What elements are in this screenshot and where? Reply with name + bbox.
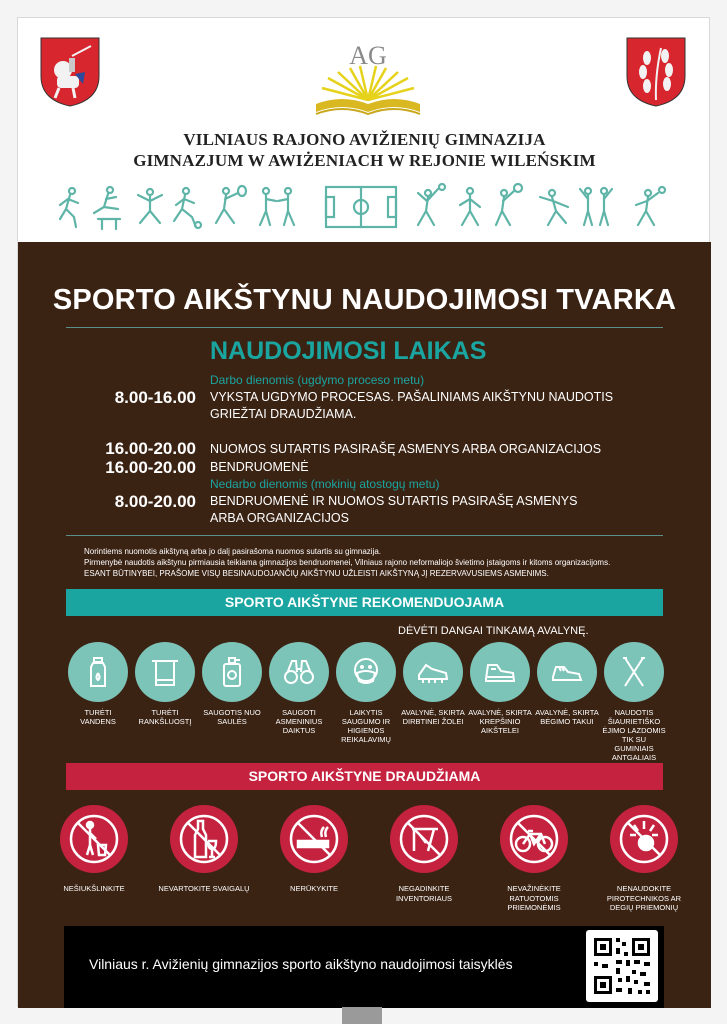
tennis-player-icon <box>216 186 246 223</box>
footwear-note: DĖVĖTI DANGAI TINKAMĄ AVALYNĘ. <box>398 625 589 637</box>
logo-letters: AG <box>349 41 387 70</box>
runner-icon <box>60 188 78 227</box>
schedule-desc: VYKSTA UGDYMO PROCESAS. PAŠALINIAMS AIKŠTYNU NAUDOTIS GRIEŽTAI DRAUDŽIAMA. <box>210 390 614 421</box>
water-bottle-icon <box>81 655 115 689</box>
forbidden-label: NEVARTOKITE SVAIGALŲ <box>158 884 250 893</box>
cheerleaders-icon <box>580 188 612 225</box>
basketball-shoe-icon <box>483 655 517 689</box>
no-smoking-icon <box>288 813 340 865</box>
no-bicycle-icon <box>508 813 560 865</box>
schedule-time: 8.00-20.00 <box>114 492 196 511</box>
gymnast-icon <box>138 189 162 223</box>
forbidden-item <box>266 805 362 894</box>
oat-crest-icon <box>625 36 687 108</box>
recommended-item <box>200 642 264 726</box>
footer-box <box>64 926 664 1008</box>
small-note: Pirmenybė naudotis aikštynu pirmiausia teikiama gimnazijos bendruomenei, Vilniaus rajono neformaliojo švietimo įstaigoms ir kitoms organizacijoms. <box>84 558 611 567</box>
schedule-desc: BENDRUOMENĖ IR NUOMOS SUTARTIS PASIRAŠĘ ASMENYS ARBA ORGANIZACIJOS <box>210 494 578 525</box>
forbidden-label: NERŪKYKITE <box>290 884 338 893</box>
field-icon <box>326 187 396 227</box>
knight-crest-icon <box>39 36 101 108</box>
recommended-item <box>468 642 532 735</box>
sports-pictograms <box>58 183 670 231</box>
forbidden-label: NENAUDOKITE PIROTECHNIKOS AR DEGIŲ PRIEMONIŲ <box>606 884 682 912</box>
schedule-time: 16.00-20.00 <box>105 458 196 477</box>
volleyball-player-icon <box>418 184 445 225</box>
no-vandalism-icon <box>398 813 450 865</box>
forbidden-item <box>376 805 472 903</box>
recommended-label: NAUDOTIS ŠIAURIETIŠKO ĖJIMO LAZDOMIS TIK SU GUMINIAIS ANTGALIAIS <box>602 708 666 762</box>
boxers-icon <box>260 188 294 225</box>
page-tab <box>342 1007 382 1024</box>
sunscreen-icon <box>215 655 249 689</box>
recommended-item <box>133 642 197 726</box>
football-boot-icon <box>416 655 450 689</box>
recommended-item <box>334 642 398 744</box>
forbidden-label: NEŠIUKŠLINKITE <box>63 884 125 893</box>
recommended-item <box>602 642 666 762</box>
hurdler-icon <box>94 187 120 229</box>
running-shoe-icon <box>550 655 584 689</box>
poster <box>17 17 710 1007</box>
recommended-item <box>401 642 465 726</box>
recommended-heading: SPORTO AIKŠTYNE REKOMENDUOJAMA <box>66 589 663 616</box>
small-note: ESANT BŪTINYBEI, PRAŠOME VISŲ BESINAUDOJANČIŲ AIKŠTYNU UŽLEISTI AIKŠTYNĄ JĮ REZERVAVUSIEMS ASMENIMS. <box>84 569 549 578</box>
small-note: Norintiems nuomotis aikštyną arba jo dalį pasirašoma nuomos sutartis su gimnazija. <box>84 547 382 556</box>
school-logo <box>308 38 428 122</box>
schedule-time: 8.00-16.00 <box>114 388 196 407</box>
recommended-label: TURĖTI RANKŠLUOSTĮ <box>138 708 192 726</box>
no-fireworks-icon <box>618 813 670 865</box>
nordic-poles-icon <box>617 655 651 689</box>
recommended-label: SAUGOTIS NUO SAULĖS <box>203 708 261 726</box>
recommended-label: AVALYNĖ, SKIRTA DIRBTINEI ŽOLEI <box>401 708 465 726</box>
soccer-player-icon <box>174 188 201 228</box>
recommended-label: AVALYNĖ, SKIRTA BĖGIMO TAKUI <box>535 708 599 726</box>
forbidden-heading: SPORTO AIKŠTYNE DRAUDŽIAMA <box>66 763 663 790</box>
recommended-item <box>535 642 599 726</box>
recommended-label: TURĖTI VANDENS <box>80 708 116 726</box>
qr-code-icon[interactable] <box>586 930 658 1002</box>
forbidden-label: NEGADINKITE INVENTORIAUS <box>395 884 453 903</box>
weekend-note: Nedarbo dienomis (mokinių atostogų metu) <box>210 477 440 491</box>
divider <box>66 327 663 328</box>
forbidden-label: NEVAŽINĖKITE RATUOTOMIS PRIEMONĖMIS <box>507 884 561 912</box>
rules-panel <box>18 242 711 1008</box>
forbidden-item <box>486 805 582 913</box>
time-heading: NAUDOJIMOSI LAIKAS <box>210 337 487 365</box>
forbidden-item <box>596 805 692 913</box>
workdays-note: Darbo dienomis (ugdymo proceso metu) <box>210 373 425 387</box>
recommended-label: SAUGOTI ASMENINIUS DAIKTUS <box>275 708 323 735</box>
basketball-player-icon <box>496 184 522 225</box>
recommended-label: AVALYNĖ, SKIRTA KREPŠINIO AIKŠTELEI <box>468 708 532 735</box>
schedule-desc: NUOMOS SUTARTIS PASIRAŠĘ ASMENYS ARBA ORGANIZACIJOS <box>210 442 602 456</box>
forbidden-item <box>156 805 252 894</box>
handball-player-icon <box>636 187 665 225</box>
no-littering-icon <box>68 813 120 865</box>
school-name-pl: GIMNAZJUM W AWIŻENIACH W REJONIE WILEŃSKIM <box>133 151 596 170</box>
main-title: SPORTO AIKŠTYNU NAUDOJIMOSI TVARKA <box>52 284 677 316</box>
no-alcohol-icon <box>178 813 230 865</box>
school-name-lt: VILNIAUS RAJONO AVIŽIENIŲ GIMNAZIJA <box>183 130 546 149</box>
towel-icon <box>148 655 182 689</box>
mask-icon <box>349 655 383 689</box>
discus-thrower-icon <box>540 190 568 225</box>
footer-text: Vilniaus r. Avižienių gimnazijos sporto aikštyno naudojimosi taisyklės <box>89 956 513 972</box>
schedule-time: 16.00-20.00 <box>105 439 196 458</box>
recommended-label: LAIKYTIS SAUGUMO IR HIGIENOS REIKALAVIMŲ <box>341 708 391 744</box>
binoculars-icon <box>282 655 316 689</box>
recommended-item <box>66 642 130 726</box>
divider <box>66 535 663 536</box>
skater-icon <box>460 188 480 225</box>
schedule-desc: BENDRUOMENĖ <box>210 460 309 474</box>
recommended-item <box>267 642 331 735</box>
forbidden-item <box>46 805 142 894</box>
